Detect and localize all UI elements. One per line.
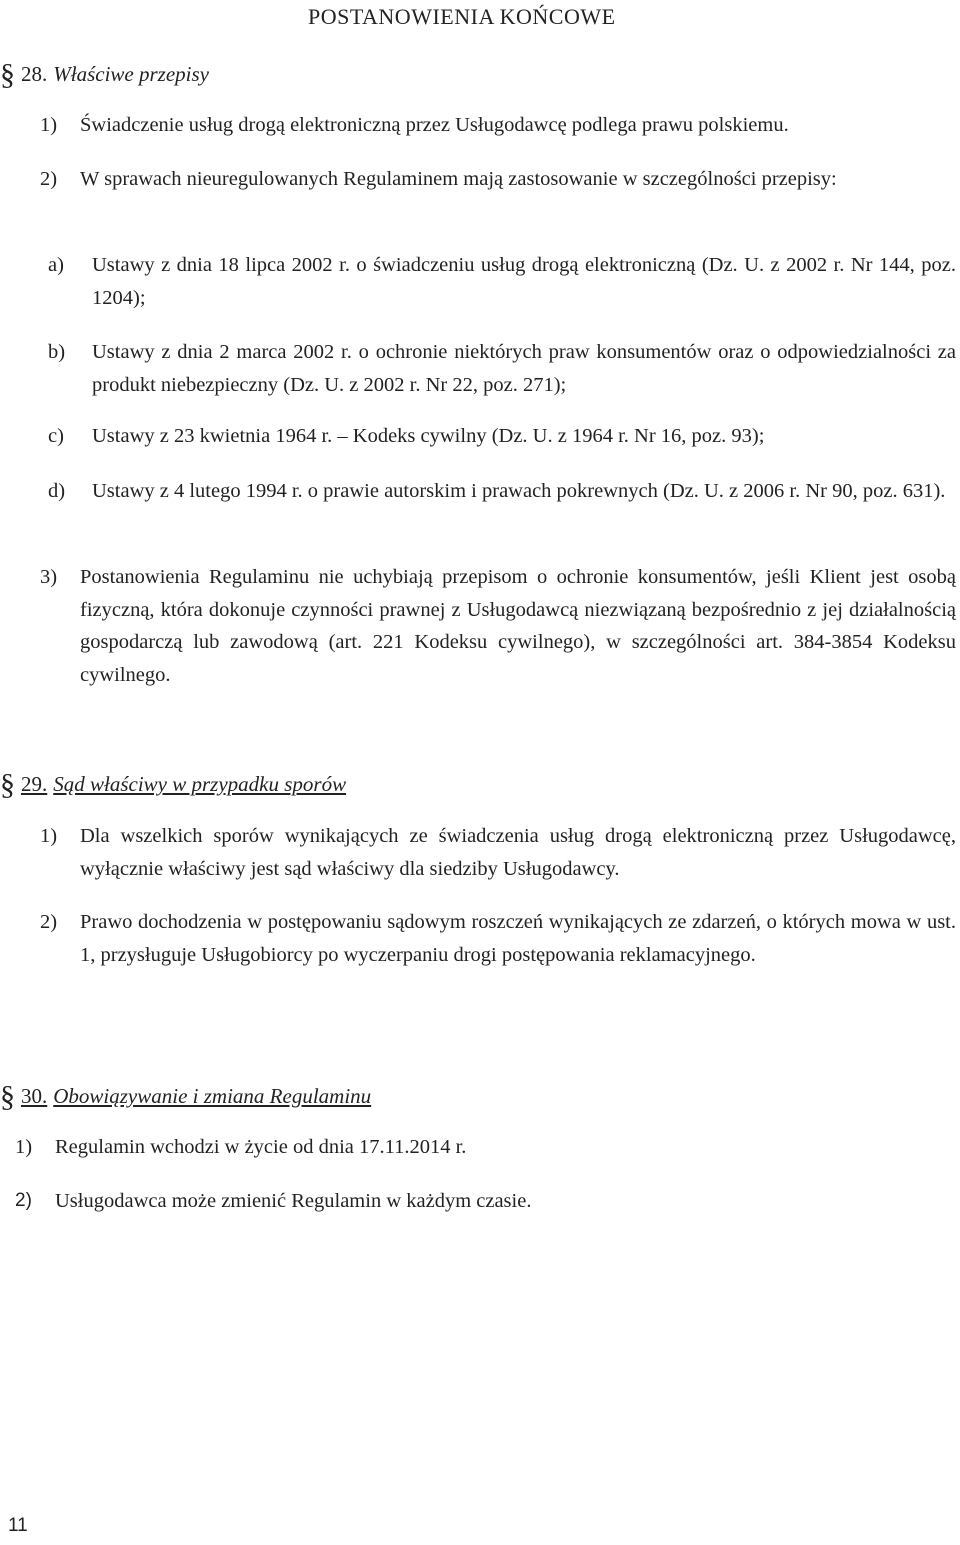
sub-list-item [48,249,956,314]
section-heading-28 [0,58,209,92]
section-number: 30. [21,1084,48,1108]
list-item-text: Postanowienia Regulaminu nie uchybiają przepisom o ochronie konsumentów, jeśli Klient jest osobą fizyczną, która dokonuje czynności prawnej z Usługodawcą niezwiązaną bezpośrednio z jej działalnością gospodarczą lub zawodową (art. 221 Kodeksu cywilnego), w szczególności art. 384-3854 Kodeksu cywilnego. [80,566,956,686]
list-item-text: Świadczenie usług drogą elektroniczną przez Usługodawcę podlega prawu polskiemu. [80,114,789,136]
section-symbol: § [0,1080,15,1113]
list-marker: 3) [40,566,58,588]
list-item [15,1131,935,1164]
list-item-text: Regulamin wchodzi w życie od dnia 17.11.2014 r. [55,1136,467,1158]
list-item [40,906,956,971]
list-item [40,109,940,142]
list-item [15,1185,935,1218]
section-symbol: § [0,58,15,91]
list-item-text: Usługodawca może zmienić Regulamin w każdym czasie. [55,1190,532,1212]
list-item-text: W sprawach nieuregulowanych Regulaminem mają zastosowanie w szczególności przepisy: [80,168,837,190]
list-marker: 2) [40,911,58,933]
section-heading-29 [0,768,346,802]
sub-list-marker: c) [48,425,64,447]
section-heading-30 [0,1080,371,1114]
sub-list-item-text: Ustawy z 23 kwietnia 1964 r. – Kodeks cywilny (Dz. U. z 1964 r. Nr 16, poz. 93); [92,425,765,447]
page-number: 11 [8,1515,28,1536]
section-number: 29. [21,772,48,796]
sub-list-marker: b) [48,341,66,363]
list-marker: 1) [40,114,58,136]
list-marker: 1) [15,1136,33,1158]
section-number: 28. [21,62,48,86]
list-marker: 1) [40,825,58,847]
sub-list-item-text: Ustawy z dnia 2 marca 2002 r. o ochronie niektórych praw konsumentów oraz o odpowiedzialności za produkt niebezpieczny (Dz. U. z 2002 r. Nr 22, poz. 271); [92,341,956,396]
list-item-text: Dla wszelkich sporów wynikających ze świadczenia usług drogą elektroniczną przez Usługodawcę, wyłącznie właściwy jest sąd właściwy dla siedziby Usługodawcy. [80,825,956,880]
list-item [40,561,956,691]
list-marker: 2) [40,168,58,190]
list-marker: 2) [15,1190,32,1211]
section-title: Sąd właściwy w przypadku sporów [53,772,347,796]
sub-list-item [48,336,956,401]
chapter-title: POSTANOWIENIA KOŃCOWE [308,4,616,29]
list-item-text: Prawo dochodzenia w postępowaniu sądowym roszczeń wynikających ze zdarzeń, o których mowa w ust. 1, przysługuje Usługobiorcy po wyczerpaniu drogi postępowania reklamacyjnego. [80,911,956,966]
section-title: Obowiązywanie i zmiana Regulaminu [53,1084,372,1108]
sub-list-item-text: Ustawy z 4 lutego 1994 r. o prawie autorskim i prawach pokrewnych (Dz. U. z 2006 r. Nr 90, poz. 631). [92,480,946,502]
sub-list-item [48,420,956,453]
list-item [40,163,956,196]
sub-list-marker: a) [48,254,64,276]
sub-list-item-text: Ustawy z dnia 18 lipca 2002 r. o świadczeniu usług drogą elektroniczną (Dz. U. z 2002 r. Nr 144, poz. 1204); [92,254,956,309]
sub-list-item [48,475,956,508]
section-symbol: § [0,768,15,801]
list-item [40,820,956,885]
section-title: Właściwe przepisy [53,62,209,86]
sub-list-marker: d) [48,480,66,502]
